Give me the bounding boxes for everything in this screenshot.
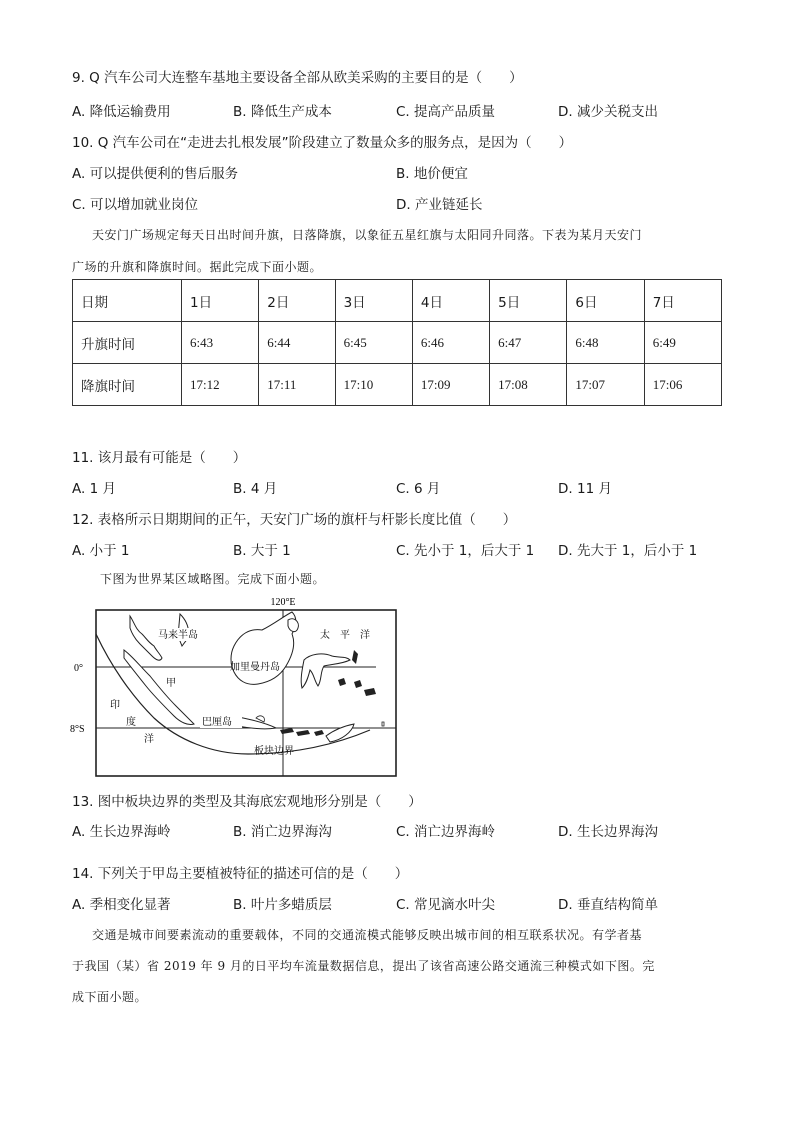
small-island-shape bbox=[354, 680, 362, 688]
sumatra-island-shape bbox=[124, 650, 194, 725]
table-cell: 17:08 bbox=[490, 364, 567, 406]
question-9-stem: 9. Q 汽车公司大连整车基地主要设备全部从欧美采购的主要目的是（ ） bbox=[72, 70, 523, 86]
q13-option-a: A. 生长边界海岭 bbox=[72, 824, 171, 840]
table-cell: 17:10 bbox=[335, 364, 412, 406]
table-cell: 6:43 bbox=[182, 322, 259, 364]
table-row-label: 降旗时间 bbox=[73, 364, 182, 406]
table-cell: 6:49 bbox=[644, 322, 721, 364]
q10-option-c: C. 可以增加就业岗位 bbox=[72, 197, 199, 213]
q12-option-c: C. 先小于 1，后大于 1 bbox=[396, 543, 535, 559]
table-cell: 6:46 bbox=[412, 322, 489, 364]
table-header-cell: 7日 bbox=[644, 280, 721, 322]
borneo-island-label: 加里曼丹岛 bbox=[230, 662, 280, 673]
table-header-cell: 4日 bbox=[412, 280, 489, 322]
table-header-cell: 1日 bbox=[182, 280, 259, 322]
lat-8s-label: 8°S bbox=[70, 724, 85, 735]
q9-option-c: C. 提高产品质量 bbox=[396, 104, 496, 120]
lesser-sunda-island-shape bbox=[296, 730, 310, 736]
borneo-island-shape bbox=[231, 612, 296, 684]
passage-3-line-2: 于我国（某）省 2019 年 9 月的日平均车流量数据信息，提出了该省高速公路交通流三种模式如下图。完 bbox=[72, 959, 655, 973]
bali-island-label: 巴厘岛 bbox=[202, 717, 232, 728]
table-header-row bbox=[73, 280, 722, 322]
question-13-stem: 13. 图中板块边界的类型及其海底宏观地形分别是（ ） bbox=[72, 794, 422, 810]
lesser-sunda-island-shape bbox=[280, 728, 294, 734]
question-10-stem: 10. Q 汽车公司在“走进去扎根发展”阶段建立了数量众多的服务点，是因为（ ） bbox=[72, 135, 573, 151]
q11-option-d: D. 11 月 bbox=[558, 481, 612, 497]
indian-ocean-label-3: 洋 bbox=[144, 734, 154, 745]
passage-3-line-3: 成下面小题。 bbox=[72, 990, 148, 1004]
table-cell: 17:12 bbox=[182, 364, 259, 406]
small-island-shape bbox=[382, 722, 384, 726]
q12-option-a: A. 小于 1 bbox=[72, 543, 130, 559]
q11-option-a: A. 1 月 bbox=[72, 481, 116, 497]
question-12-stem: 12. 表格所示日期期间的正午，天安门广场的旗杆与杆影长度比值（ ） bbox=[72, 512, 517, 528]
north-island-shape bbox=[288, 619, 298, 632]
q11-option-b: B. 4 月 bbox=[233, 481, 278, 497]
table-cell: 6:44 bbox=[259, 322, 335, 364]
q9-option-a: A. 降低运输费用 bbox=[72, 104, 171, 120]
region-map-figure bbox=[70, 594, 402, 780]
q10-option-b: B. 地价便宜 bbox=[396, 166, 468, 182]
q12-option-d: D. 先大于 1，后小于 1 bbox=[558, 543, 698, 559]
passage-2-line-1: 下图为世界某区域略图。完成下面小题。 bbox=[100, 572, 326, 586]
lat-0-label: 0° bbox=[74, 663, 83, 674]
q14-option-b: B. 叶片多蜡质层 bbox=[233, 897, 332, 913]
table-row bbox=[73, 364, 722, 406]
q9-option-d: D. 减少关税支出 bbox=[558, 104, 658, 120]
table-header-cell: 3日 bbox=[335, 280, 412, 322]
plate-boundary-label: 板块边界 bbox=[254, 746, 294, 757]
passage-1-line-2: 广场的升旗和降旗时间。据此完成下面小题。 bbox=[72, 260, 323, 274]
table-cell: 17:09 bbox=[412, 364, 489, 406]
q11-option-c: C. 6 月 bbox=[396, 481, 441, 497]
table-cell: 17:11 bbox=[259, 364, 335, 406]
q13-option-c: C. 消亡边界海岭 bbox=[396, 824, 496, 840]
q9-option-b: B. 降低生产成本 bbox=[233, 104, 332, 120]
jia-island-label: 甲 bbox=[166, 678, 176, 689]
table-cell: 6:48 bbox=[567, 322, 644, 364]
passage-3-line-1: 交通是城市间要素流动的重要载体，不同的交通流模式能够反映出城市间的相互联系状况。有学者基 bbox=[92, 928, 643, 942]
pacific-ocean-label: 太 平 洋 bbox=[320, 630, 370, 641]
table-cell: 17:07 bbox=[567, 364, 644, 406]
table-cell: 17:06 bbox=[644, 364, 721, 406]
indian-ocean-label-2: 度 bbox=[126, 717, 136, 728]
q13-option-b: B. 消亡边界海沟 bbox=[233, 824, 332, 840]
small-island-shape bbox=[338, 678, 346, 686]
flag-time-table bbox=[72, 279, 722, 406]
q10-option-a: A. 可以提供便利的售后服务 bbox=[72, 166, 239, 182]
table-row bbox=[73, 322, 722, 364]
table-header-cell: 日期 bbox=[73, 280, 182, 322]
indian-ocean-label-1: 印 bbox=[110, 700, 120, 711]
q12-option-b: B. 大于 1 bbox=[233, 543, 291, 559]
timor-island-shape bbox=[326, 724, 354, 742]
passage-1-line-1: 天安门广场规定每天日出时间升旗，日落降旗，以象征五星红旗与太阳同升同落。下表为某月天安门 bbox=[92, 228, 643, 242]
q10-option-d: D. 产业链延长 bbox=[396, 197, 483, 213]
q14-option-d: D. 垂直结构简单 bbox=[558, 897, 658, 913]
q14-option-a: A. 季相变化显著 bbox=[72, 897, 171, 913]
small-island-shape bbox=[364, 688, 376, 696]
question-11-stem: 11. 该月最有可能是（ ） bbox=[72, 450, 247, 466]
table-row-label: 升旗时间 bbox=[73, 322, 182, 364]
table-header-cell: 6日 bbox=[567, 280, 644, 322]
lesser-sunda-island-shape bbox=[314, 730, 324, 736]
q13-option-d: D. 生长边界海沟 bbox=[558, 824, 658, 840]
table-header-cell: 2日 bbox=[259, 280, 335, 322]
question-14-stem: 14. 下列关于甲岛主要植被特征的描述可信的是（ ） bbox=[72, 866, 409, 882]
table-header-cell: 5日 bbox=[490, 280, 567, 322]
malay-peninsula-label: 马来半岛 bbox=[158, 630, 198, 641]
longitude-label: 120°E bbox=[270, 597, 296, 608]
table-cell: 6:45 bbox=[335, 322, 412, 364]
q14-option-c: C. 常见滴水叶尖 bbox=[396, 897, 496, 913]
moluccas-island-shape bbox=[352, 650, 358, 664]
table-cell: 6:47 bbox=[490, 322, 567, 364]
